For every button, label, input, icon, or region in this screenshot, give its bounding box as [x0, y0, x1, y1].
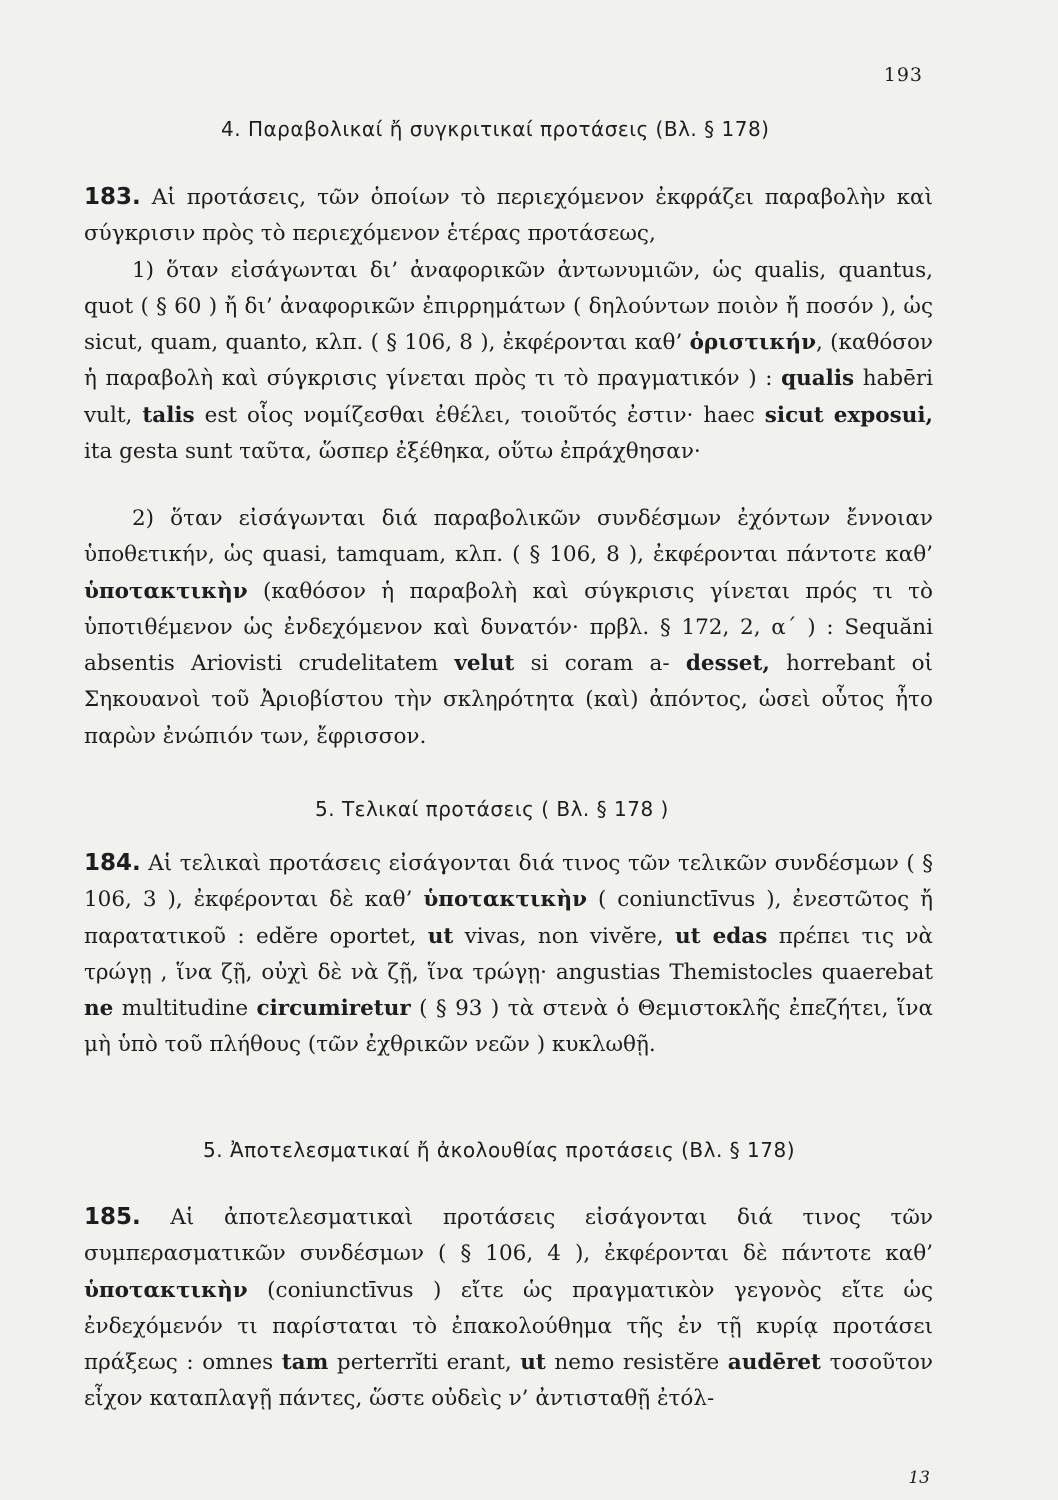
paragraph-183: 183. Αἱ προτάσεις, τῶν ὁποίων τὸ περιεχόμενον ἐκφράζει παραβολὴν καὶ σύγκρισιν πρὸς τὸ περιεχόμενον ἑτέρας προτάσεως, 1) ὅταν εἰσάγωνται δι’ ἀναφορικῶν ἀντωνυμιῶν, ὡς qualis, quantus, quot ( § 60 ) ἤ δι’ ἀναφορικῶν ἐπιρρημάτων ( δηλούντων ποιὸν ἤ ποσόν ), ὡς sicut, quam, quanto, κλπ. ( § 106, 8 ), ἐκφέρονται καθ’ ὁριστικήν, (καθόσον ἡ παραβολὴ καὶ σύγκρισις γίνεται πρὸς τι τὸ πραγματικόν ) : qualis habēri vult, talis est οἷος νομίζεσθαι ἐθέλει, τοιοῦτός ἐστιν· haec sicut exposui, ita gesta sunt ταῦτα, ὥσπερ ἐξέθηκα, οὕτω ἐπράχθησαν· — [84, 184, 934, 465]
paragraph-number: 183. — [84, 184, 141, 210]
paragraph-number: 184. — [84, 850, 141, 876]
paragraph-184: 184. Αἱ τελικαὶ προτάσεις εἰσάγονται διά τινος τῶν τελικῶν συνδέσμων ( § 106, 3 ), ἐκφέρονται δὲ καθ’ ὑποτακτικὴν ( coniunctīvus ), ἐνεστῶτος ἤ παρατατικοῦ : edĕre oportet, ut vivas, non vivĕre, ut edas πρέπει τις νὰ τρώγῃ , ἵνα ζῇ, οὐχὶ δὲ νὰ ζῇ, ἵνα τρώγῃ· angustias Themistocles quaerebat ne multitudine circumiretur ( § 93 ) τὰ στενὰ ὁ Θεμιστοκλῆς ἐπεζήτει, ἵνα μὴ ὑπὸ τοῦ πλήθους (τῶν ἐχθρικῶν νεῶν ) κυκλωθῇ. — [84, 850, 933, 1058]
section-heading-final: 5. Τελικαί προτάσεις ( Βλ. § 178 ) — [315, 797, 669, 821]
page-number: 193 — [883, 64, 923, 86]
paragraph-number: 185. — [84, 1204, 141, 1230]
section-heading-comparative: 4. Παραβολικαί ἤ συγκριτικαί προτάσεις (Βλ. § 178) — [221, 117, 770, 141]
section-heading-consecutive: 5. Ἀποτελεσματικαί ἤ ἀκολουθίας προτάσεις (Βλ. § 178) — [203, 1138, 796, 1162]
signature-mark: 13 — [908, 1468, 930, 1488]
paragraph-185: 185. Αἱ ἀποτελεσματικαὶ προτάσεις εἰσάγονται διά τινος τῶν συμπερασματικῶν συνδέσμων ( § 106, 4 ), ἐκφέρονται δὲ πάντοτε καθ’ ὑποτακτικὴν (coniunctīvus ) εἴτε ὡς πραγματικὸν γεγονὸς εἴτε ὡς ἐνδεχόμενόν τι παρίσταται τὸ ἐπακολούθημα τῆς ἐν τῇ κυρίᾳ προτάσει πράξεως : omnes tam perterrĭti erant, ut nemo resistĕre audēret τοσοῦτον εἶχον καταπλαγῇ πάντες, ὥστε οὐδεὶς ν’ ἀντισταθῇ ἐτόλ- — [84, 1204, 934, 1412]
paragraph-183-part-2: 2) ὅταν εἰσάγωνται διά παραβολικῶν συνδέσμων ἐχόντων ἔννοιαν ὑποθετικήν, ὡς quasi, tamquam, κλπ. ( § 106, 8 ), ἐκφέρονται πάντοτε καθ’ ὑποτακτικὴν (καθόσον ἡ παραβολὴ καὶ σύγκρισις γίνεται πρός τι τὸ ὑποτιθέμενον ὡς ἐνδεχόμενον καὶ δυνατόν· πρβλ. § 172, 2, α΄ ) : Sequăni absentis Ariovisti crudelitatem velut si coram a- desset, horrebant οἱ Σηκουανοὶ τοῦ Ἀριοβίστου τὴν σκληρότητα (καὶ) ἀπόντος, ὡσεὶ οὗτος ἦτο παρὼν ἐνώπιόν των, ἔφρισσον. — [84, 506, 933, 749]
